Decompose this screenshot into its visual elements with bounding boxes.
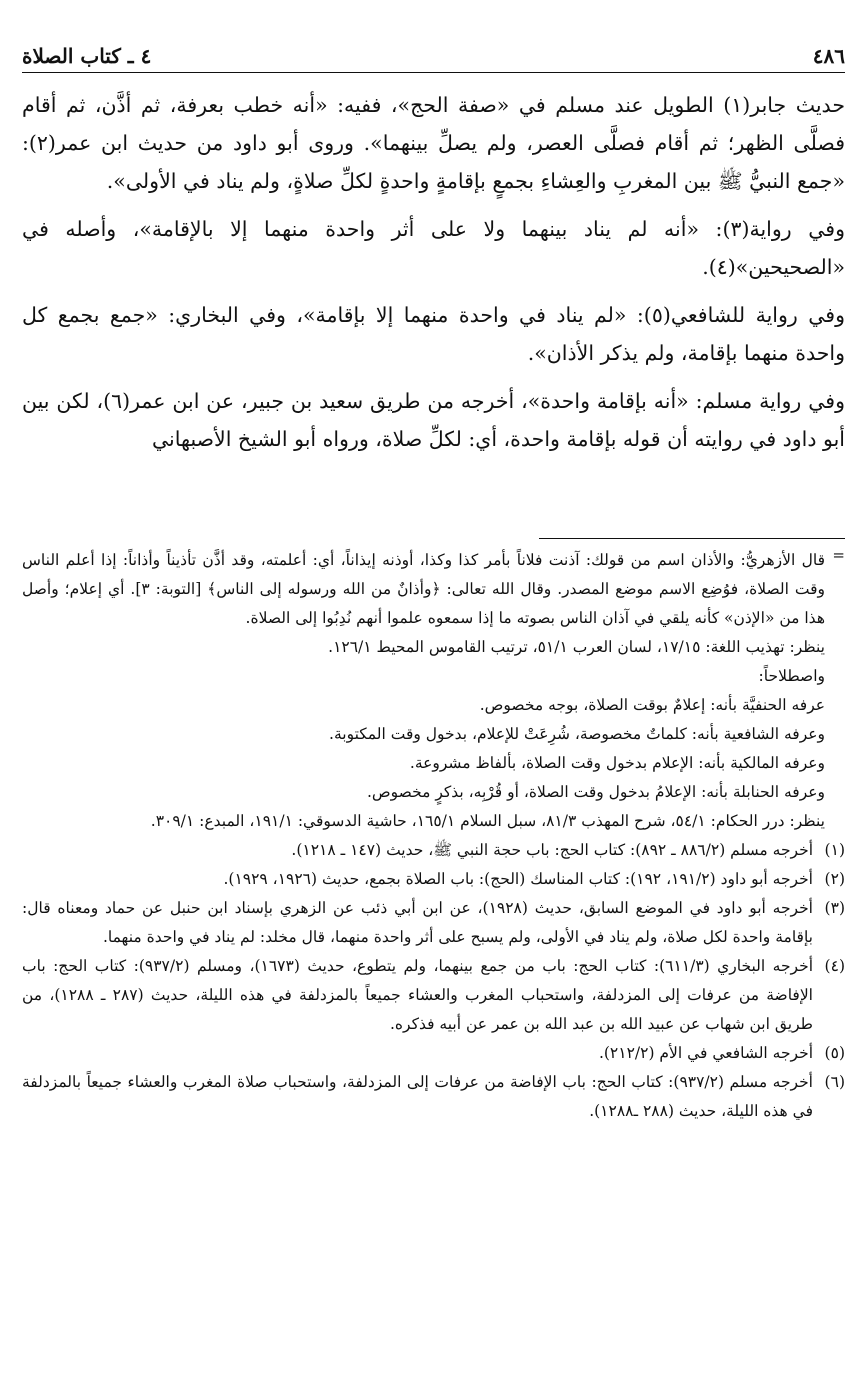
footnote-text: أخرجه مسلم (٩٣٧/٢): كتاب الحج: باب الإفاضة من عرفات إلى المزدلفة، واستحباب صلاة المغرب والعشاء جميعاً بالمزدلفة في هذه الليلة، حديث (٢٨٨ ـ١٢٨٨). [22,1073,813,1120]
footnote-number: (٢) [824,870,845,888]
continuation-mark: = [832,546,845,564]
paragraph: حديث جابر(١) الطويل عند مسلم في «صفة الحج»، ففيه: «أنه خطب بعرفة، ثم أذَّن، ثم أقام فصلَّى الظهر؛ ثم أقام فصلَّى العصر، ولم يصلِّ بينهما». وروى أبو داود من حديث ابن عمر(٢): «جمع النبيُّ ﷺ بين المغربِ والعِشاءِ بجمعٍ بإقامةٍ واحدةٍ لكلِّ صلاةٍ، ولم يناد في الأولى». [22,93,845,193]
footnote-number: (٦) [824,1073,845,1091]
footnote [22,894,845,952]
footnote [22,865,845,894]
main-text [22,86,845,468]
note-line: عرفه الحنفيَّة بأنه: إعلامٌ بوقت الصلاة، بوجه مخصوص. [479,696,825,714]
footnote [22,1068,845,1126]
footnote-number: (٤) [824,957,845,975]
footnote [22,836,845,865]
page-number: ٤٨٦ [812,44,845,68]
note-line: ينظر: درر الحكام: ٥٤/١، شرح المهذب ٨١/٣، سبل السلام ١٦٥/١، حاشية الدسوقي: ١٩١/١، المبدع: ٣٠٩/١. [150,812,825,830]
footnote-text: أخرجه البخاري (٦١١/٣): كتاب الحج: باب من جمع بينهما، ولم يتطوع، حديث (١٦٧٣)، ومسلم (٩٣٧/٢): كتاب الحج: باب الإفاضة من عرفات إلى المزدلفة، واستحباب المغرب والعشاء جميعاً بالمزدلفة في هذه الليلة، حديث (٢٨٧ ـ ١٢٨٨)، من طريق ابن شهاب عن عبيد الله بن عبد الله بن عمر عن أبيه فذكره. [22,957,814,1033]
footnote-number: (٣) [824,899,845,917]
footnote [22,1039,845,1068]
running-header [22,38,845,73]
note-line: قال الأزهريُّ: والأذان اسم من قولك: آذنت فلاناً بأمر كذا وكذا، أوذنه إيذاناً، أي: أعلمته، وقد أذَّن تأذيناً وأذاناً: إذا أعلم الناس وقت الصلاة، فوُضِع الاسم موضع المصدر. وقال الله تعالى: ﴿وأذانٌ من الله ورسوله إلى الناس﴾ [التوبة: ٣]. أي إعلام؛ وأصل هذا من «الإذن» كأنه يلقي في آذان الناس بصوته ما إذا سمعوه علموا أنهم نُدِبُوا إلى الصلاة. [22,551,826,627]
paragraph: وفي رواية مسلم: «أنه بإقامة واحدة»، أخرجه من طريق سعيد بن جبير، عن ابن عمر(٦)، لكن بين أبو داود في روايته أن قوله بإقامة واحدة، أي: لكلِّ صلاة، ورواه أبو الشيخ الأصبهاني [22,389,845,451]
footnote-number: (١) [824,841,845,859]
paragraph: وفي رواية للشافعي(٥): «لم يناد في واحدة منهما إلا بإقامة»، وفي البخاري: «جمع بجمع كل واحدة منهما بإقامة، ولم يذكر الأذان». [22,303,845,365]
footnote [22,952,845,1039]
footnote-text: أخرجه أبو داود في الموضع السابق، حديث (١٩٢٨)، عن ابن أبي ذئب عن الزهري بإسناد ابن حنبل عن حماد ومعناه قال: بإقامة واحدة لكل صلاة، ولم يناد في الأولى، ولم يسبح على أثر واحدة منهما، قال مخلد: لم يناد في واحدة منهما. [22,899,813,946]
chapter-title: ٤ ـ كتاب الصلاة [22,44,152,68]
paragraph: وفي رواية(٣): «أنه لم يناد بينهما ولا على أثر واحدة منهما إلا بالإقامة»، وأصله في «الصحيحين»(٤). [22,217,845,279]
footnote-separator [539,538,845,539]
note-line: ينظر: تهذيب اللغة: ١٧/١٥، لسان العرب ٥١/١، ترتيب القاموس المحيط ١٢٦/١. [328,638,825,656]
footnote-number: (٥) [824,1044,845,1062]
footnote-text: أخرجه الشافعي في الأم (٢١٢/٢). [598,1044,813,1062]
footnote-text: أخرجه أبو داود (١٩١/٢، ١٩٢): كتاب المناسك (الحج): باب الصلاة بجمع، حديث (١٩٢٦، ١٩٢٩). [223,870,813,888]
note-line: واصطلاحاً: [758,667,825,685]
footnote-text: أخرجه مسلم (٨٨٦/٢ ـ ٨٩٢): كتاب الحج: باب حجة النبي ﷺ، حديث (١٤٧ ـ ١٢١٨). [291,841,813,859]
continued-note [22,546,845,836]
footnotes-section [22,546,845,1126]
note-line: وعرفه الشافعية بأنه: كلماتٌ مخصوصة، شُرِعَتْ للإعلام، بدخول وقت المكتوبة. [329,725,825,743]
note-line: وعرفه الحنابلة بأنه: الإعلامُ بدخول وقت الصلاة، أو قُرْبِه، بذكرٍ مخصوص. [366,783,825,801]
note-line: وعرفه المالكية بأنه: الإعلام بدخول وقت الصلاة، بألفاظ مشروعة. [409,754,825,772]
